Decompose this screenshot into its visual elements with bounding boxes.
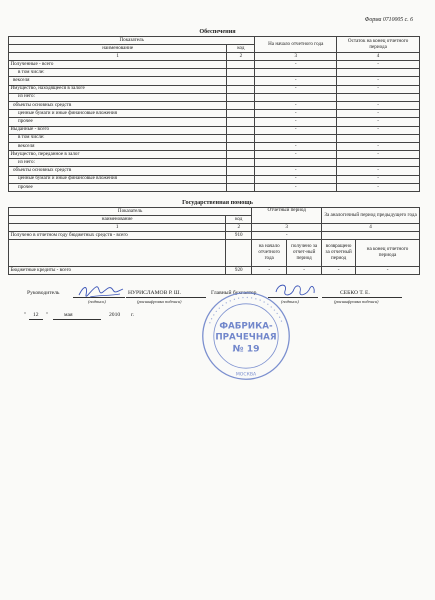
- security-cell-label: из него:: [9, 93, 227, 101]
- security-cell-end: -: [337, 110, 420, 118]
- security-row: [9, 118, 420, 126]
- security-cell-start: -: [255, 77, 337, 85]
- svg-text:• • • • • • • • • • • • • • •: • • • • • • • • • • • • • • • • • • • • • •: [208, 296, 284, 326]
- security-cell-start: [255, 159, 337, 167]
- security-cell-end: -: [337, 175, 420, 183]
- security-cell-label: Имущество, находящееся в залоге: [9, 85, 227, 93]
- security-header-name: наименование: [9, 45, 227, 53]
- state-aid-row2-a: -: [252, 267, 287, 275]
- security-cell-label: прочее: [9, 183, 227, 191]
- security-cell-label: Имущество, переданное в залог: [9, 151, 227, 159]
- security-cell-code: [227, 134, 255, 142]
- security-cell-start: -: [255, 85, 337, 93]
- security-row: [9, 142, 420, 150]
- security-cell-label: объекты основных средств: [9, 167, 227, 175]
- security-cell-label: ценные бумаги и иные финансовые вложения: [9, 175, 227, 183]
- security-cell-code: [227, 142, 255, 150]
- head-signature-scribble: [76, 281, 126, 303]
- security-title: Обеспечения: [199, 28, 236, 35]
- security-header-start: На начало отчетного года: [255, 37, 337, 53]
- security-cell-label: ценные бумаги и иные финансовые вложения: [9, 110, 227, 118]
- head-name: НУРИСЛАМОВ Р. Ш.: [128, 290, 181, 296]
- state-aid-colnum: 2: [226, 224, 252, 232]
- state-aid-subheader-start: на начало отчетного года: [252, 240, 287, 267]
- security-cell-end: -: [337, 85, 420, 93]
- security-cell-code: [227, 167, 255, 175]
- security-table: [8, 36, 420, 192]
- security-cell-end: -: [337, 142, 420, 150]
- accountant-name: СЕБКО Т. Е.: [340, 290, 370, 296]
- security-cell-end: -: [337, 118, 420, 126]
- security-cell-end: [337, 93, 420, 101]
- security-cell-start: -: [255, 118, 337, 126]
- date-month-line: [53, 319, 101, 320]
- security-cell-end: -: [337, 61, 420, 69]
- security-cell-start: [255, 69, 337, 77]
- security-cell-code: [227, 183, 255, 191]
- security-cell-start: -: [255, 101, 337, 109]
- head-caption-sign: (подпись): [88, 299, 106, 304]
- security-row: [9, 110, 420, 118]
- security-cell-code: [227, 110, 255, 118]
- security-cell-code: [227, 77, 255, 85]
- state-aid-subheader-end: на конец отчетного периода: [356, 240, 420, 267]
- security-row: [9, 183, 420, 191]
- accountant-caption-sign: (подпись): [281, 299, 299, 304]
- security-cell-code: [227, 126, 255, 134]
- date-day: 12: [33, 312, 39, 318]
- security-row: [9, 69, 420, 77]
- security-cell-start: -: [255, 126, 337, 134]
- security-cell-label: объекты основных средств: [9, 101, 227, 109]
- state-aid-header-name: наименование: [9, 216, 226, 224]
- security-cell-start: -: [255, 167, 337, 175]
- security-row: [9, 151, 420, 159]
- security-cell-label: векселя: [9, 77, 227, 85]
- security-row: [9, 77, 420, 85]
- stamp-line1: ФАБРИКА-: [219, 321, 273, 332]
- state-aid-row2-b: -: [287, 267, 322, 275]
- state-aid-row2-c: -: [322, 267, 356, 275]
- security-cell-code: [227, 85, 255, 93]
- head-label: Руководитель: [27, 290, 60, 296]
- security-cell-end: [337, 159, 420, 167]
- form-number: Форма 0710005 с. 6: [364, 17, 413, 23]
- accountant-label: Главный бухгалтер: [211, 290, 257, 296]
- state-aid-row2-code: 920: [226, 267, 252, 275]
- security-colnum: 3: [255, 53, 337, 61]
- security-cell-code: [227, 175, 255, 183]
- state-aid-header-code: код: [226, 216, 252, 224]
- state-aid-header-reporting: Отчетный период: [252, 208, 322, 224]
- security-cell-end: -: [337, 183, 420, 191]
- security-cell-code: [227, 69, 255, 77]
- security-cell-start: -: [255, 110, 337, 118]
- stamp-ring-text: МОСКВА: [235, 372, 257, 378]
- accountant-name-line: [322, 297, 402, 298]
- state-aid-colnum: 4: [322, 224, 420, 232]
- security-row: [9, 101, 420, 109]
- state-aid-row1-label: Получено в отчетном году бюджетных средств - всего: [9, 232, 226, 240]
- stamp-line2: ПРАЧЕЧНАЯ: [215, 332, 277, 343]
- state-aid-colnum: 3: [252, 224, 322, 232]
- security-cell-label: Выданные - всего: [9, 126, 227, 134]
- security-cell-start: [255, 134, 337, 142]
- head-caption-decode: (расшифровка подписи): [137, 299, 182, 304]
- security-row: [9, 85, 420, 93]
- security-row: [9, 175, 420, 183]
- security-cell-label: векселя: [9, 142, 227, 150]
- state-aid-colnum: 1: [9, 224, 226, 232]
- stamp-line3: № 19: [232, 343, 260, 355]
- security-cell-label: Полученные - всего: [9, 61, 227, 69]
- state-aid-row1-value: -: [252, 232, 322, 240]
- security-header-code: код: [227, 45, 255, 53]
- security-cell-label: из него:: [9, 159, 227, 167]
- state-aid-subheader-returned: возвращено за отчетный период: [322, 240, 356, 267]
- security-row: [9, 159, 420, 167]
- security-cell-label: в том числе:: [9, 69, 227, 77]
- security-cell-start: -: [255, 183, 337, 191]
- security-cell-end: -: [337, 77, 420, 85]
- security-cell-code: [227, 101, 255, 109]
- security-cell-end: -: [337, 167, 420, 175]
- security-cell-code: [227, 93, 255, 101]
- security-cell-label: прочее: [9, 118, 227, 126]
- security-cell-end: -: [337, 101, 420, 109]
- state-aid-header-previous: За аналогичный период предыдущего года: [322, 208, 420, 224]
- security-cell-label: в том числе:: [9, 134, 227, 142]
- security-cell-end: [337, 69, 420, 77]
- organization-stamp: [200, 290, 292, 382]
- security-colnum: 1: [9, 53, 227, 61]
- state-aid-table: [8, 207, 420, 275]
- date-suffix: г.: [131, 312, 135, 318]
- date-year: 2010: [109, 312, 121, 318]
- state-aid-row1-code: 910: [226, 232, 252, 240]
- security-cell-code: [227, 118, 255, 126]
- security-row: [9, 134, 420, 142]
- state-aid-row2-label: Бюджетные кредиты - всего: [9, 267, 226, 275]
- security-cell-start: [255, 93, 337, 101]
- security-cell-start: -: [255, 61, 337, 69]
- security-header-end: Остаток на конец отчетного периода: [337, 37, 420, 53]
- security-cell-end: -: [337, 151, 420, 159]
- security-row: [9, 61, 420, 69]
- security-cell-start: -: [255, 142, 337, 150]
- security-rows: [9, 61, 420, 192]
- state-aid-header-indicator: Показатель: [9, 208, 252, 216]
- security-cell-start: -: [255, 151, 337, 159]
- state-aid-title: Государственная помощь: [182, 199, 253, 206]
- date-quote-close: ": [46, 312, 49, 318]
- state-aid-row2-d: -: [356, 267, 420, 275]
- security-cell-start: -: [255, 175, 337, 183]
- state-aid-subheader-received: получено за отчет-ный период: [287, 240, 322, 267]
- security-cell-end: [337, 134, 420, 142]
- security-cell-end: -: [337, 126, 420, 134]
- head-name-line: [126, 297, 206, 298]
- date-month: мая: [64, 312, 73, 318]
- security-cell-code: [227, 61, 255, 69]
- security-row: [9, 93, 420, 101]
- accountant-caption-decode: (расшифровка подписи): [334, 299, 379, 304]
- security-colnum: 2: [227, 53, 255, 61]
- security-header-indicator: Показатель: [9, 37, 255, 45]
- security-row: [9, 126, 420, 134]
- security-row: [9, 167, 420, 175]
- security-colnum: 4: [337, 53, 420, 61]
- security-cell-code: [227, 151, 255, 159]
- security-cell-code: [227, 159, 255, 167]
- date-quote-open: ": [24, 312, 27, 318]
- date-day-line: [29, 319, 43, 320]
